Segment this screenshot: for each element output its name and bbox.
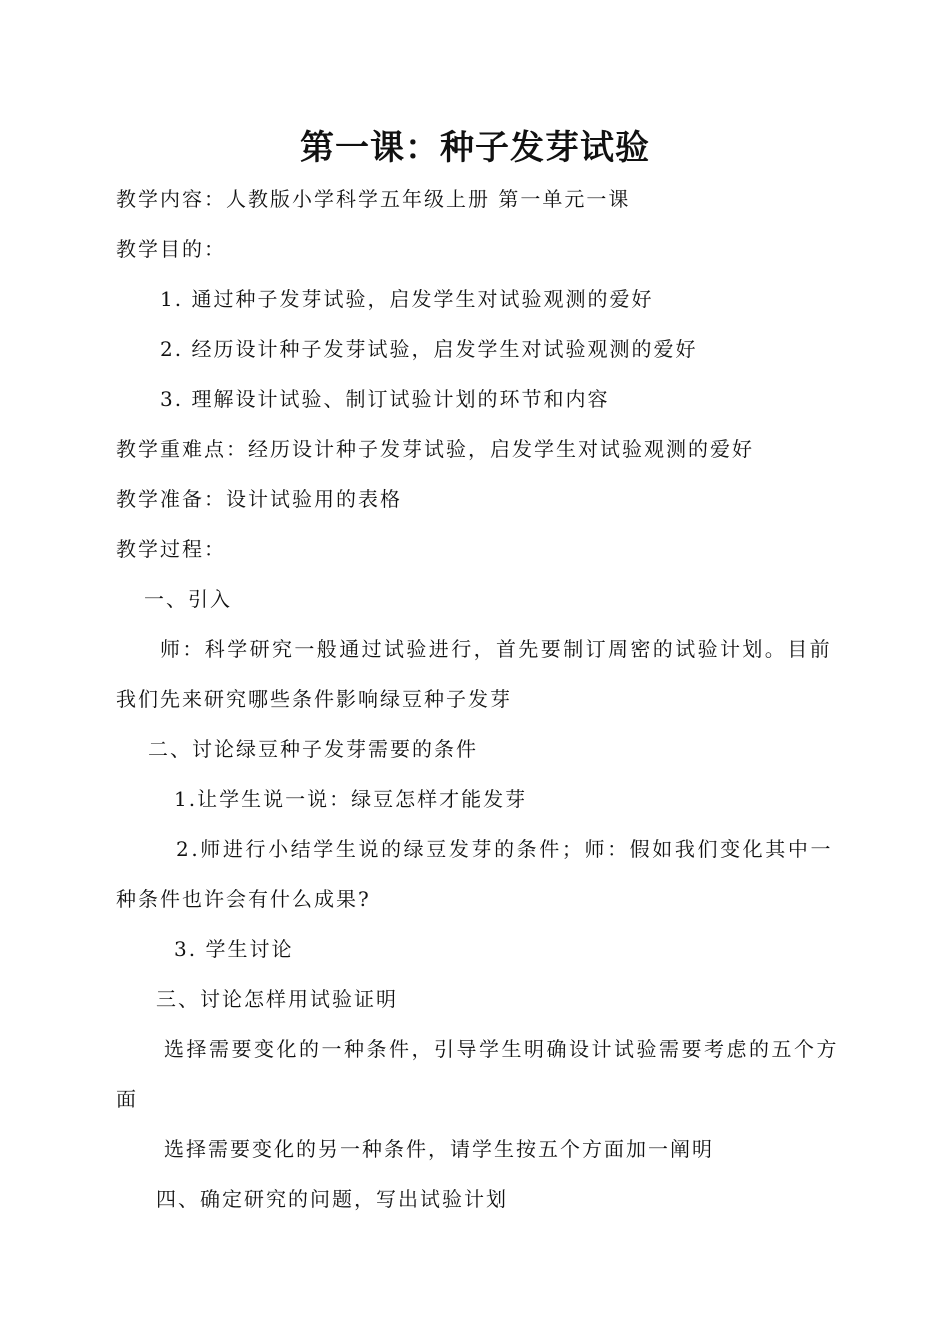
preparation-line: 教学准备：设计试验用的表格 [116, 487, 402, 511]
section-2-item-2-line-1: 2.师进行小结学生说的绿豆发芽的条件；师：假如我们变化其中一 [176, 837, 834, 861]
goal-item-3: 3. 理解设计试验、制订试验计划的环节和内容 [160, 387, 610, 411]
section-3-paragraph-2: 选择需要变化的另一种条件，请学生按五个方面加一阐明 [164, 1137, 714, 1161]
section-3-paragraph-1-line-2: 面 [116, 1087, 138, 1111]
paragraph-intro-line-1: 师：科学研究一般通过试验进行，首先要制订周密的试验计划。目前 [160, 637, 832, 661]
teaching-content-line: 教学内容：人教版小学科学五年级上册 第一单元一课 [116, 187, 631, 211]
page-title: 第一课：种子发芽试验 [300, 128, 650, 168]
section-4-heading: 四、确定研究的问题，写出试验计划 [156, 1187, 508, 1211]
section-2-item-1: 1.让学生说一说：绿豆怎样才能发芽 [174, 787, 528, 811]
paragraph-intro-line-2: 我们先来研究哪些条件影响绿豆种子发芽 [116, 687, 512, 711]
section-2-heading: 二、讨论绿豆种子发芽需要的条件 [148, 737, 478, 761]
section-3-paragraph-1-line-1: 选择需要变化的一种条件，引导学生明确设计试验需要考虑的五个方 [164, 1037, 839, 1061]
process-heading: 教学过程： [116, 537, 226, 561]
teaching-goals-heading: 教学目的： [116, 237, 226, 261]
goal-item-2: 2. 经历设计种子发芽试验，启发学生对试验观测的爱好 [160, 337, 698, 361]
section-3-heading: 三、讨论怎样用试验证明 [156, 987, 398, 1011]
key-difficulty-line: 教学重难点：经历设计种子发芽试验，启发学生对试验观测的爱好 [116, 437, 754, 461]
section-2-item-2-line-2: 种条件也许会有什么成果? [116, 887, 371, 911]
section-2-item-3: 3. 学生讨论 [174, 937, 294, 961]
section-1-heading: 一、引入 [144, 587, 232, 611]
goal-item-1: 1. 通过种子发芽试验，启发学生对试验观测的爱好 [160, 287, 654, 311]
